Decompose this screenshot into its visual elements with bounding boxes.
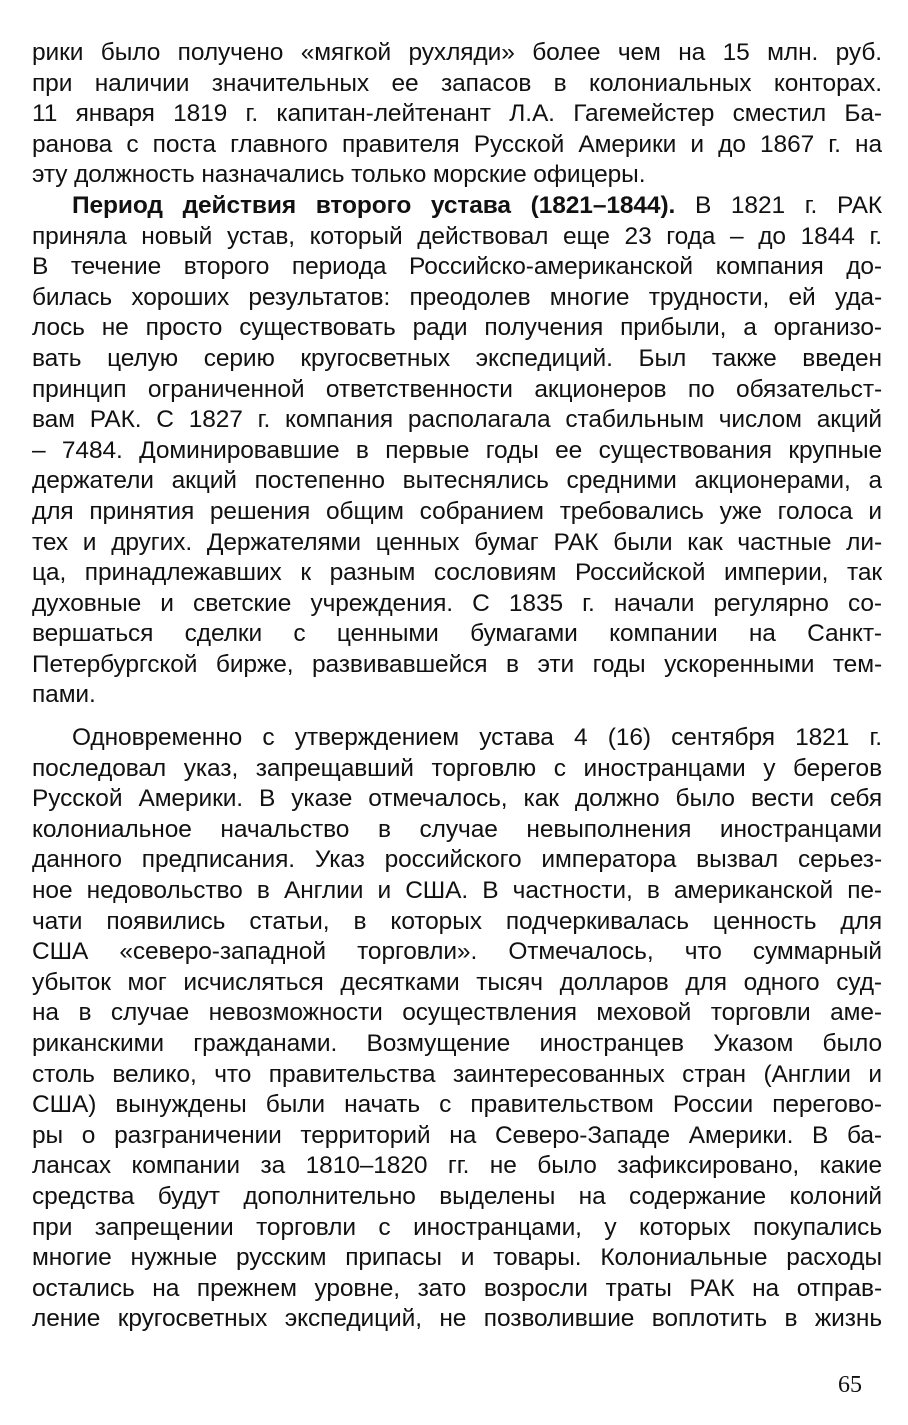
text-line: духовные и светские учреждения. С 1835 г. начали регулярно со- (32, 589, 882, 617)
text-line: тех и других. Держателями ценных бумаг РАК были как частные ли- (32, 528, 882, 556)
text-line: колониальное начальство в случае невыполнения иностранцами (32, 815, 882, 843)
text-line: ранова с поста главного правителя Русской Америки и до 1867 г. на (32, 130, 882, 158)
text-line: многие нужные русским припасы и товары. Колониальные расходы (32, 1244, 882, 1272)
text-line: вам РАК. С 1827 г. компания располагала стабильным числом акций (32, 406, 882, 434)
text-line: вершаться сделки с ценными бумагами компании на Санкт- (32, 620, 882, 648)
text-line: 11 января 1819 г. капитан-лейтенант Л.А. Гагемейстер сместил Ба- (32, 100, 882, 128)
text-line: В 1821 г. РАК (675, 191, 882, 219)
text-line: вать целую серию кругосветных экспедиций. Был также введен (32, 344, 882, 372)
text-line: средства будут дополнительно выделены на содержание колоний (32, 1182, 882, 1210)
text-line: на в случае невозможности осуществления меховой торговли аме- (32, 999, 882, 1027)
text-line: ры о разграничении территорий на Северо-Западе Америки. В ба- (32, 1121, 882, 1149)
text-line: рики было получено «мягкой рухляди» более чем на 15 млн. руб. (32, 39, 882, 66)
text-line: – 7484. Доминировавшие в первые годы ее существования крупные (32, 436, 882, 464)
text-line: при наличии значительных ее запасов в колониальных конторах. (32, 69, 882, 97)
text-line: Петербургской бирже, развивавшейся в эти годы ускоренными тем- (32, 650, 882, 678)
text-line: риканскими гражданами. Возмущение иностранцев Указом было (32, 1030, 882, 1057)
text-line: США «северо-западной торговли». Отмечалось, что суммарный (32, 938, 882, 966)
text-line: приняла новый устав, который действовал еще 23 года – до 1844 г. (32, 222, 882, 250)
text-line: данного предписания. Указ российского императора вызвал серьез- (32, 846, 882, 874)
text-line: держатели акций постепенно вытеснялись средними акционерами, а (32, 467, 882, 495)
body-text (32, 38, 882, 1335)
text-line: ление кругосветных экспедиций, не позволившие воплотить в жизнь (32, 1305, 882, 1333)
text-line: Одновременно с утверждением устава 4 (16) сентября 1821 г. (72, 724, 882, 752)
text-line: Русской Америки. В указе отмечалось, как должно было вести себя (32, 785, 882, 813)
text-line: последовал указ, запрещавший торговлю с иностранцами у берегов (32, 754, 882, 782)
text-line: эту должность назначались только морские офицеры. (32, 161, 646, 189)
text-line: чати появились статьи, в которых подчеркивалась ценность для (32, 907, 882, 935)
text-line: билась хороших результатов: преодолев многие трудности, ей уда- (32, 283, 882, 311)
text-line: США) вынуждены были начать с правительством России перегово- (32, 1091, 882, 1119)
section-heading-line (32, 191, 882, 222)
text-line: остались на прежнем уровне, зато возросли траты РАК на отправ- (32, 1274, 882, 1302)
text-line: лансах компании за 1810–1820 гг. не было зафиксировано, какие (32, 1152, 882, 1180)
text-line: В течение второго периода Российско-американской компания до- (32, 253, 882, 281)
section-heading: Период действия второго устава (1821–1844). (72, 191, 676, 219)
text-line: принцип ограниченной ответственности акционеров по обязательст- (32, 375, 882, 403)
text-line: для принятия решения общим собранием требовались уже голоса и (32, 497, 882, 525)
text-line: убыток мог исчисляться десятками тысяч долларов для одного суд- (32, 968, 882, 996)
text-line: столь велико, что правительства заинтересованных стран (Англии и (32, 1060, 882, 1088)
text-line: ное недовольство в Англии и США. В частности, в американской пе- (32, 877, 882, 905)
text-line: пами. (32, 681, 96, 709)
page-number: 65 (838, 1372, 862, 1398)
text-line: лось не просто существовать ради получения прибыли, а организо- (32, 314, 882, 342)
text-line: ца, принадлежавших к разным сословиям Российской империи, так (32, 559, 882, 587)
text-line: при запрещении торговли с иностранцами, у которых покупались (32, 1213, 882, 1241)
